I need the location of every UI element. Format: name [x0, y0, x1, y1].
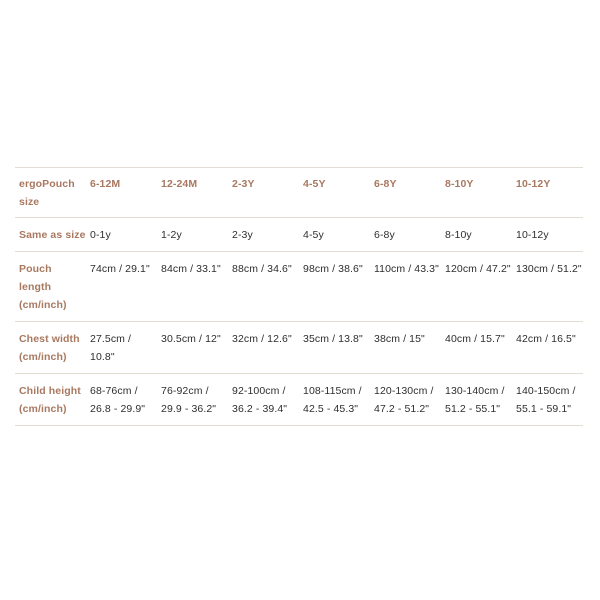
table-cell: 68-76cm / 26.8 - 29.9": [86, 374, 157, 426]
table-cell: 140-150cm / 55.1 - 59.1": [512, 374, 583, 426]
table-cell: 35cm / 13.8": [299, 322, 370, 374]
table-cell: 6-8y: [370, 218, 441, 252]
size-header-cell: 8-10Y: [441, 168, 512, 218]
table-cell: 10-12y: [512, 218, 583, 252]
table-cell: 76-92cm / 29.9 - 36.2": [157, 374, 228, 426]
table-cell: 27.5cm / 10.8": [86, 322, 157, 374]
table-cell: 98cm / 38.6": [299, 252, 370, 322]
row-label: Child height (cm/inch): [15, 374, 86, 426]
table-cell: 130-140cm / 51.2 - 55.1": [441, 374, 512, 426]
size-header-cell: 4-5Y: [299, 168, 370, 218]
size-header-cell: 6-8Y: [370, 168, 441, 218]
table-cell: 110cm / 43.3": [370, 252, 441, 322]
size-header-label: ergoPouch size: [15, 168, 86, 218]
table-cell: 1-2y: [157, 218, 228, 252]
table-cell: 74cm / 29.1": [86, 252, 157, 322]
table-cell: 2-3y: [228, 218, 299, 252]
table-cell: 120cm / 47.2": [441, 252, 512, 322]
table-row-pouch-length: [15, 252, 583, 322]
table-cell: 4-5y: [299, 218, 370, 252]
table-cell: 120-130cm / 47.2 - 51.2": [370, 374, 441, 426]
table-cell: 42cm / 16.5": [512, 322, 583, 374]
table-cell: 108-115cm / 42.5 - 45.3": [299, 374, 370, 426]
table-cell: 84cm / 33.1": [157, 252, 228, 322]
table-cell: 130cm / 51.2": [512, 252, 583, 322]
table-cell: 88cm / 34.6": [228, 252, 299, 322]
table-row-same-as-size: [15, 218, 583, 252]
size-header-cell: 2-3Y: [228, 168, 299, 218]
row-label: Chest width (cm/inch): [15, 322, 86, 374]
size-header-cell: 10-12Y: [512, 168, 583, 218]
size-header-cell: 6-12M: [86, 168, 157, 218]
row-label: Same as size: [15, 218, 86, 252]
header-row: [15, 168, 583, 218]
table-cell: 8-10y: [441, 218, 512, 252]
table-cell: 30.5cm / 12": [157, 322, 228, 374]
table-cell: 0-1y: [86, 218, 157, 252]
table-row-child-height: [15, 374, 583, 426]
table-cell: 32cm / 12.6": [228, 322, 299, 374]
table-cell: 40cm / 15.7": [441, 322, 512, 374]
row-label: Pouch length (cm/inch): [15, 252, 86, 322]
size-header-cell: 12-24M: [157, 168, 228, 218]
table-cell: 92-100cm / 36.2 - 39.4": [228, 374, 299, 426]
size-chart-table: [15, 167, 583, 426]
table-row-chest-width: [15, 322, 583, 374]
table-cell: 38cm / 15": [370, 322, 441, 374]
